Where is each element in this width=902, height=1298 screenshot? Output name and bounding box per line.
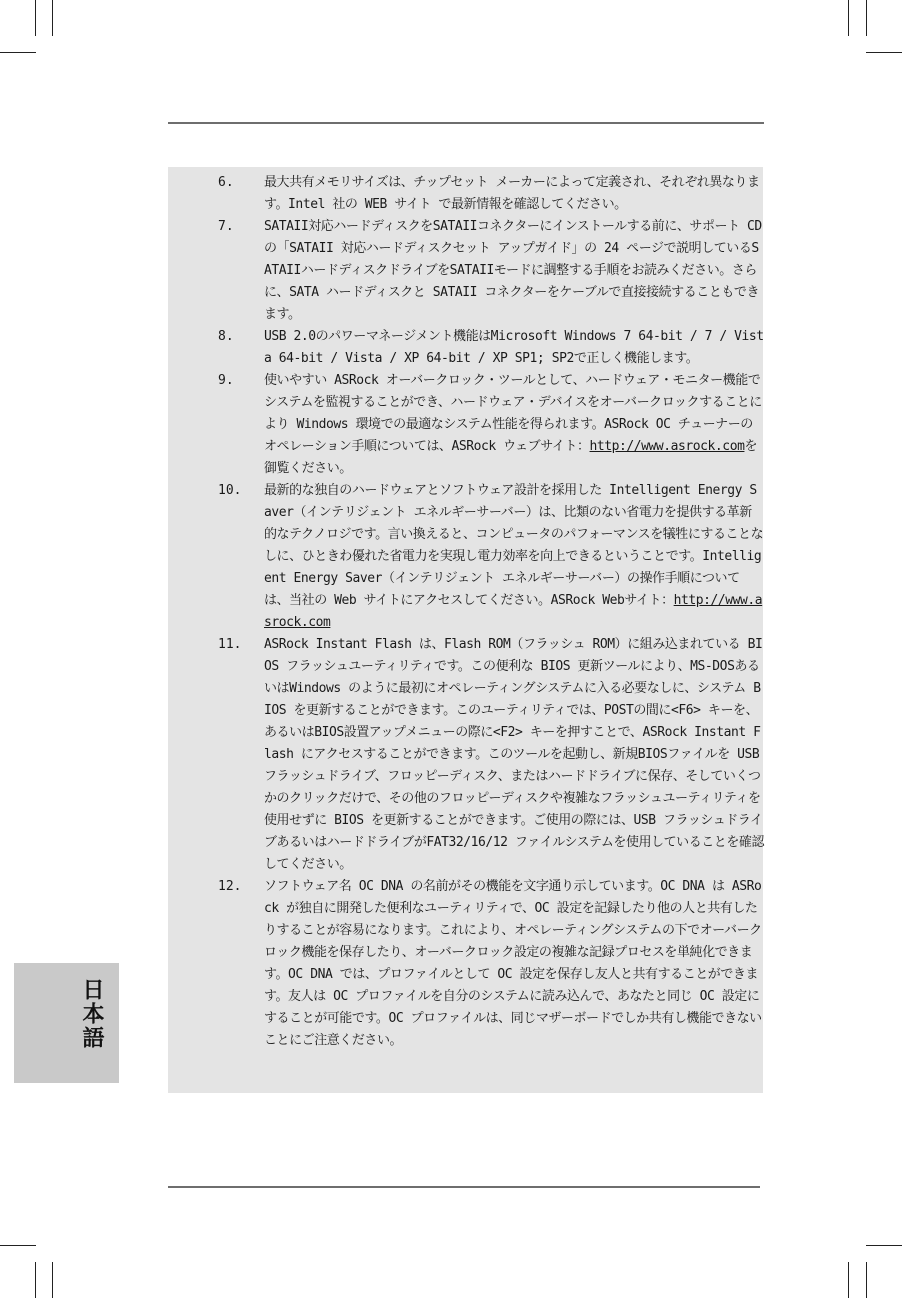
crop-mark-tr-v xyxy=(848,0,849,36)
header-rule xyxy=(168,122,764,124)
item-number: 11. xyxy=(218,637,242,652)
item-text-wrap xyxy=(264,480,764,634)
list-item xyxy=(216,326,764,370)
item-text-tail: を御覧ください。 xyxy=(264,439,758,476)
item-text: SATAII対応ハードディスクをSATAIIコネクターにインストールする前に、サポート CD の「SATAII 対応ハードディスクセット アップガイド」の 24 ページで説明しているSATAIIハードディスクドライブをSATAIIモードに調整する手順をお読みください。さらに、SATA ハードディスクと SATAII コネクターをケーブルで直接接続することもできます。 xyxy=(264,219,762,322)
item-number: 10. xyxy=(218,483,242,498)
item-number: 12. xyxy=(218,879,242,894)
list-item xyxy=(216,634,764,876)
crop-mark-bl-h xyxy=(0,1245,36,1246)
item-number: 8. xyxy=(218,329,234,344)
list-item xyxy=(216,216,764,326)
asrock-website-link[interactable]: http://www.asrock.com xyxy=(589,439,745,454)
item-text: 使いやすい ASRock オーバークロック・ツールとして、ハードウェア・モニター機能でシステムを監視することができ、ハードウェア・デバイスをオーバークロックすることにより Windows 環境での最適なシステム性能を得られます。ASRock OC チューナーのオペレーション手順については、ASRock ウェブサイト： xyxy=(264,373,762,454)
list-item xyxy=(216,876,764,1052)
notes-list xyxy=(216,172,764,1052)
asrock-website-link[interactable]: http://www.asrock.com xyxy=(264,593,763,630)
crop-mark-br-v2 xyxy=(866,1262,867,1298)
crop-mark-br-v xyxy=(848,1262,849,1298)
list-item xyxy=(216,172,764,216)
item-text-wrap xyxy=(264,370,764,480)
language-tab-label: 日本語 xyxy=(79,978,104,1050)
crop-mark-tl-h xyxy=(0,52,36,53)
crop-mark-tr-h xyxy=(866,52,902,53)
item-text: 最新的な独自のハードウェアとソフトウェア設計を採用した Intelligent Energy Saver（インテリジェント エネルギーサーバー）は、比類のない省電力を提供する革新的なテクノロジです。言い換えると、コンピュータのパフォーマンスを犠牲にすることなしに、ひときわ優れた省電力を実現し電力効率を向上できるということです。Intelligent Energy Saver（インテリジェント エネルギーサーバー）の操作手順については、当社の Web サイトにアクセスしてください。ASRock Webサイト： xyxy=(264,483,764,608)
item-text: 最大共有メモリサイズは、チップセット メーカーによって定義され、それぞれ異なります。Intel 社の WEB サイト で最新情報を確認してください。 xyxy=(264,175,760,212)
list-item xyxy=(216,370,764,480)
footer-rule xyxy=(168,1186,760,1188)
item-text: USB 2.0のパワーマネージメント機能はMicrosoft Windows 7 64-bit / 7 / Vista 64-bit / Vista / XP 64-bit / XP SP1; SP2で正しく機能します。 xyxy=(264,329,764,366)
item-number: 6. xyxy=(218,175,234,190)
crop-mark-tl-v2 xyxy=(52,0,53,36)
item-text: ソフトウェア名 OC DNA の名前がその機能を文字通り示しています。OC DNA は ASRock が独自に開発した便利なユーティリティで、OC 設定を記録したり他の人と共有したりすることが容易になります。これにより、オペレーティングシステムの下でオーバークロック機能を保存したり、オーバークロック設定の複雑な記録プロセスを単純化できます。OC DNA では、プロファイルとして OC 設定を保存し友人と共有することができます。友人は OC プロファイルを自分のシステムに読み込んで、あなたと同じ OC 設定にすることが可能です。OC プロファイルは、同じマザーボードでしか共有し機能できないことにご注意ください。 xyxy=(264,879,762,1048)
item-number: 7. xyxy=(218,219,234,234)
crop-mark-bl-v xyxy=(35,1262,36,1298)
list-item xyxy=(216,480,764,634)
item-number: 9. xyxy=(218,373,234,388)
crop-mark-bl-v2 xyxy=(52,1262,53,1298)
crop-mark-tr-v2 xyxy=(866,0,867,36)
item-text: ASRock Instant Flash は、Flash ROM（フラッシュ ROM）に組み込まれている BIOS フラッシュユーティリティです。この便利な BIOS 更新ツールにより、MS-DOSあるいはWindows のように最初にオペレーティングシステムに入る必要なしに、システム BIOS を更新することができます。このユーティリティでは、POSTの間に<F6> キーを、あるいはBIOS設置アップメニューの際に<F2> キーを押すことで、ASRock Instant Flash にアクセスすることができます。このツールを起動し、新規BIOSファイルを USB フラッシュドライブ、フロッピーディスク、またはハードドライブに保存、そしていくつかのクリックだけで、その他のフロッピーディスクや複雑なフラッシュユーティリティを使用せずに BIOS を更新することができます。ご使用の際には、USB フラッシュドライブあるいはハードドライブがFAT32/16/12 ファイルシステムを使用していることを確認してください。 xyxy=(264,637,765,872)
crop-mark-br-h xyxy=(866,1245,902,1246)
crop-mark-tl-v xyxy=(35,0,36,36)
